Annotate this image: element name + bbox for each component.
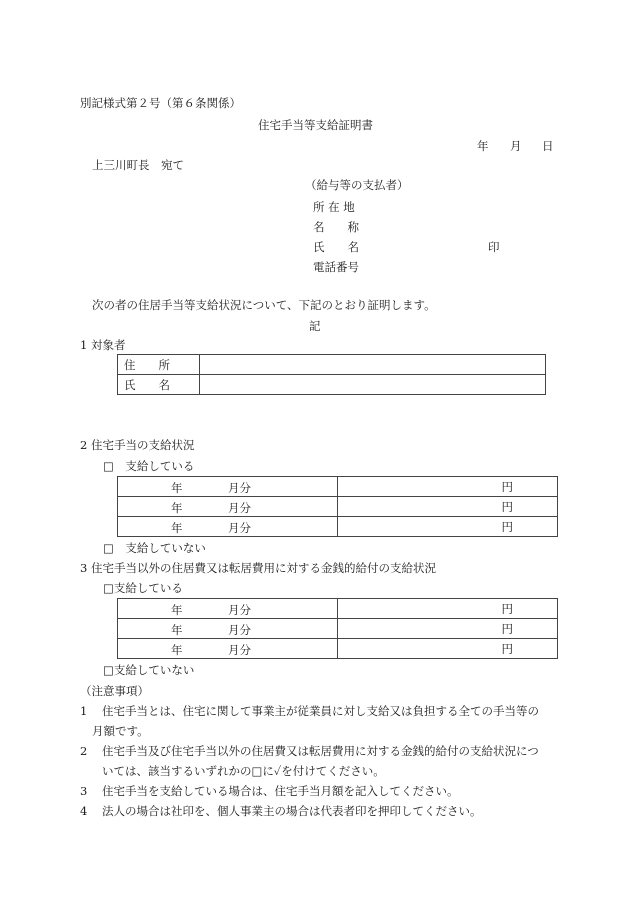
section1-heading: 1 対象者 [80,338,126,352]
housing-unpaid-checkbox[interactable]: □ 支給していない [103,541,206,555]
month-label: 月分 [228,643,251,657]
note-text-cont: いては、該当するいずれかの□に✓を付けてください。 [102,764,385,778]
year-label: 年 [171,643,183,657]
page-title: 住宅手当等支給証明書 [258,118,373,132]
note-text: 住宅手当とは、住宅に関して事業主が従業員に対し支給又は負担する全ての手当等の [102,704,539,718]
housing-month-cell[interactable] [118,517,338,537]
yen-label[interactable]: 円 [338,497,558,517]
payer-heading: （給与等の支払者） [305,178,409,192]
other-month-cell[interactable] [118,639,338,659]
month-label: 月分 [228,481,251,495]
date-day: 日 [542,139,554,153]
section2-heading: 2 住宅手当の支給状況 [80,438,195,452]
name-label: 氏 名 [118,375,200,395]
year-label: 年 [171,603,183,617]
housing-month-cell[interactable] [118,497,338,517]
address-label: 住 所 [118,355,200,375]
payer-address-label: 所 在 地 [313,200,355,214]
yen-label[interactable]: 円 [338,639,558,659]
yen-label[interactable]: 円 [338,619,558,639]
year-label: 年 [171,481,183,495]
name-value[interactable] [200,375,546,395]
month-label: 月分 [228,521,251,535]
payer-name-label: 名 称 [313,220,359,234]
housing-paid-checkbox[interactable]: □ 支給している [103,459,195,473]
table-row [118,497,558,517]
note-number: 3 [80,784,88,798]
other-unpaid-checkbox[interactable]: □支給していない [103,663,195,677]
section3-heading: 3 住宅手当以外の住居費又は転居費用に対する金銭的給付の支給状況 [80,561,436,575]
table-row [118,477,558,497]
note-text: 法人の場合は社印を、個人事業主の場合は代表者印を押印してください。 [102,804,482,818]
month-label: 月分 [228,603,251,617]
form-number: 別記様式第２号（第６条関係） [80,96,241,110]
note-number: 4 [80,804,88,818]
address-value[interactable] [200,355,546,375]
other-month-cell[interactable] [118,599,338,619]
table-row [118,375,546,395]
note-number: 1 [80,704,88,718]
note-text: 住宅手当を支給している場合は、住宅手当月額を記入してください。 [102,784,459,798]
housing-allowance-table [117,476,558,537]
table-row [118,517,558,537]
note-text-cont: 月額です。 [92,724,149,738]
ki-mark: 記 [309,319,321,333]
note-number: 2 [80,744,88,758]
year-label: 年 [171,623,183,637]
subject-table [117,354,546,395]
payer-person-label: 氏 名 [313,240,359,254]
other-month-cell[interactable] [118,619,338,639]
yen-label[interactable]: 円 [338,517,558,537]
yen-label[interactable]: 円 [338,599,558,619]
yen-label[interactable]: 円 [338,477,558,497]
note-text: 住宅手当及び住宅手当以外の住居費又は転居費用に対する金銭的給付の支給状況につ [102,744,539,758]
month-label: 月分 [228,501,251,515]
housing-month-cell[interactable] [118,477,338,497]
year-label: 年 [171,521,183,535]
seal-mark: 印 [488,240,500,254]
notes-heading: （注意事項） [80,684,149,698]
date-month: 月 [510,139,522,153]
table-row [118,599,558,619]
year-label: 年 [171,501,183,515]
month-label: 月分 [228,623,251,637]
other-paid-checkbox[interactable]: □支給している [103,581,183,595]
other-benefit-table [117,598,558,659]
addressee: 上三川町長 宛て [92,158,184,172]
table-row [118,639,558,659]
date-year: 年 [477,139,489,153]
payer-phone-label: 電話番号 [313,260,359,274]
table-row [118,355,546,375]
table-row [118,619,558,639]
statement: 次の者の住居手当等支給状況について、下記のとおり証明します。 [92,298,436,312]
